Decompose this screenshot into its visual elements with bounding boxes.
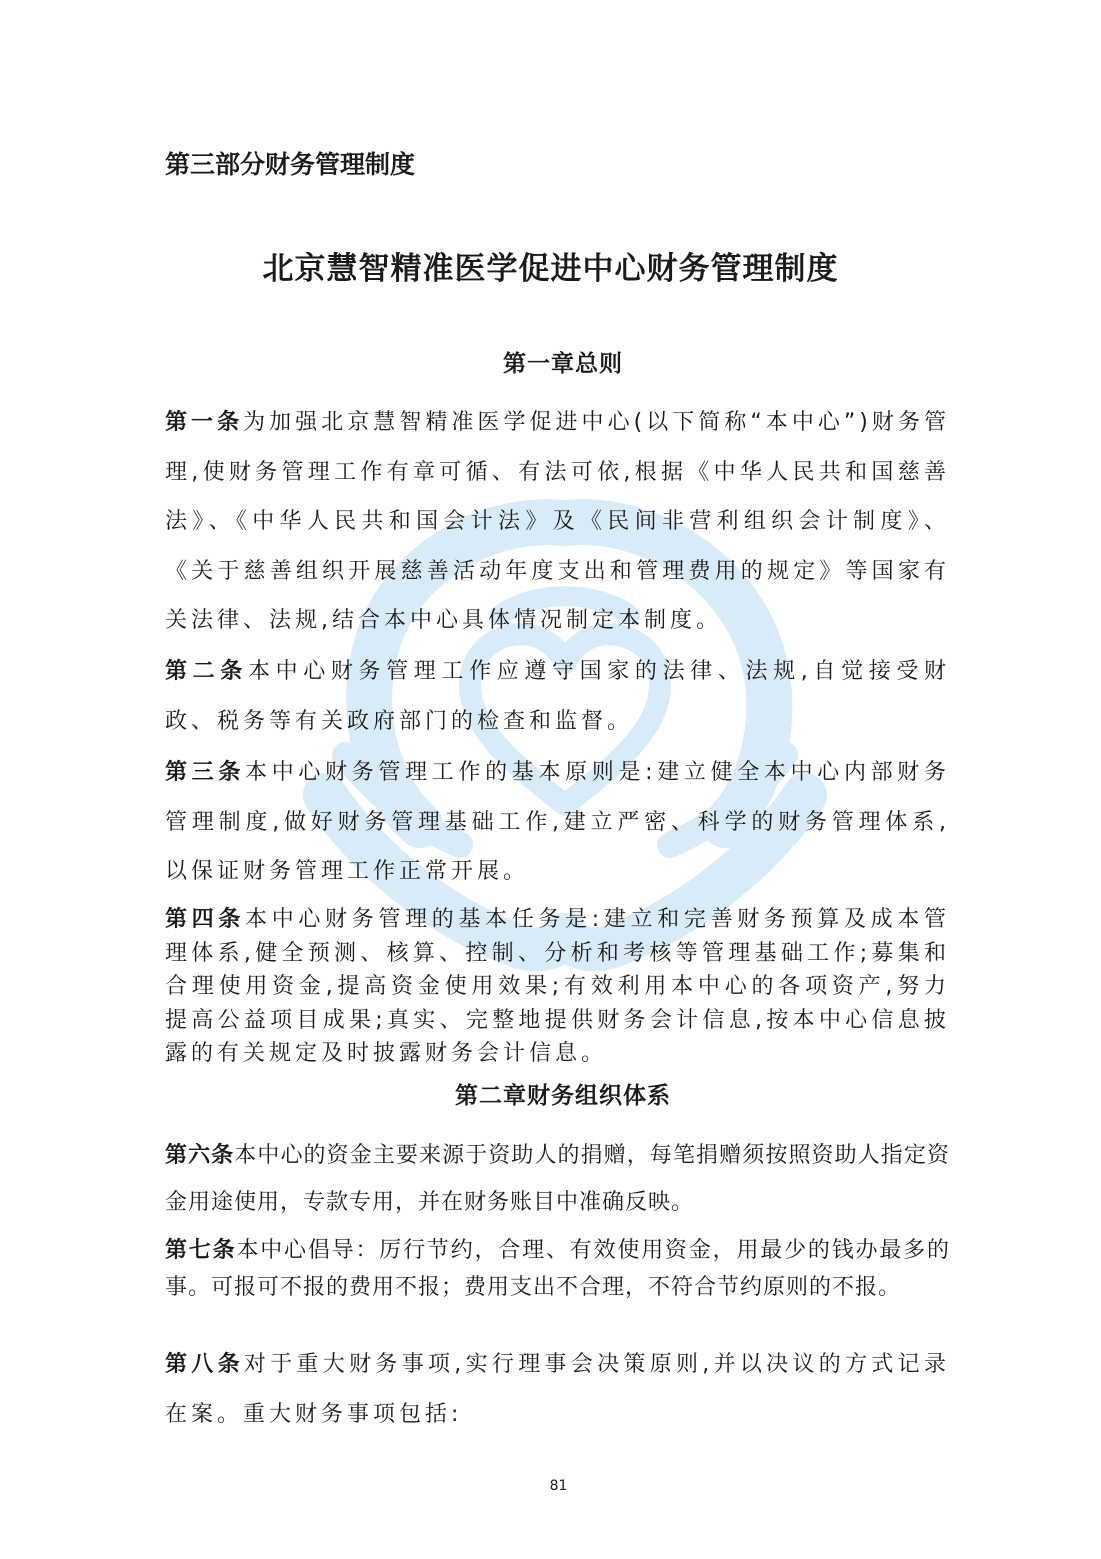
article-text: 对于重大财务事项,实行理事会决策原则,并以决议的方式记录在案。重大财务事项包括: bbox=[165, 1352, 950, 1427]
article-number: 第四条 bbox=[165, 907, 246, 932]
article-6 bbox=[165, 1132, 950, 1226]
article-7 bbox=[165, 1232, 950, 1306]
article-text: 本中心的资金主要来源于资助人的捐赠，每笔捐赠须按照资助人指定资金用途使用，专款专用，并在财务账目中准确反映。 bbox=[165, 1143, 950, 1215]
article-number: 第一条 bbox=[165, 410, 244, 435]
article-1 bbox=[165, 398, 950, 646]
article-text: 为加强北京慧智精准医学促进中心(以下简称“本中心”)财务管理,使财务管理工作有章可循、有法可依,根据《中华人民共和国慈善法》、《中华人民共和国会计法》及《民间非营利组织会计制度》、《关于慈善组织开展慈善活动年度支出和管理费用的规定》等国家有关法律、法规,结合本中心具体情况制定本制度。 bbox=[165, 410, 950, 633]
page-number: 81 bbox=[549, 1478, 568, 1494]
article-text: 本中心财务管理工作的基本原则是:建立健全本中心内部财务管理制度,做好财务管理基础工作,建立严密、科学的财务管理体系,以保证财务管理工作正常开展。 bbox=[165, 760, 950, 884]
article-3 bbox=[165, 748, 950, 897]
article-4 bbox=[165, 903, 950, 1071]
document-title: 北京慧智精准医学促进中心财务管理制度 bbox=[262, 251, 839, 287]
article-number: 第八条 bbox=[165, 1352, 244, 1377]
part-title: 第三部分财务管理制度 bbox=[165, 150, 416, 179]
article-number: 第七条 bbox=[165, 1238, 237, 1263]
article-text: 本中心财务管理的基本任务是:建立和完善财务预算及成本管理体系,健全预测、核算、控制、分析和考核等管理基础工作;募集和合理使用资金,提高资金使用效果;有效利用本中心的各项资产,努力提高公益项目成果;真实、完整地提供财务会计信息,按本中心信息披露的有关规定及时披露财务会计信息。 bbox=[165, 907, 950, 1066]
chapter-title-1: 第一章总则 bbox=[503, 351, 623, 377]
article-text: 本中心倡导：厉行节约，合理、有效使用资金，用最少的钱办最多的事。可报可不报的费用不报；费用支出不合理，不符合节约原则的不报。 bbox=[165, 1238, 950, 1300]
article-text: 本中心财务管理工作应遵守国家的法律、法规,自觉接受财政、税务等有关政府部门的检查和监督。 bbox=[165, 659, 950, 734]
article-number: 第六条 bbox=[165, 1143, 235, 1168]
article-number: 第二条 bbox=[165, 659, 248, 684]
article-2 bbox=[165, 647, 950, 746]
article-8 bbox=[165, 1340, 950, 1439]
chapter-title-2: 第二章财务组织体系 bbox=[455, 1083, 671, 1109]
article-number: 第三条 bbox=[165, 760, 246, 785]
